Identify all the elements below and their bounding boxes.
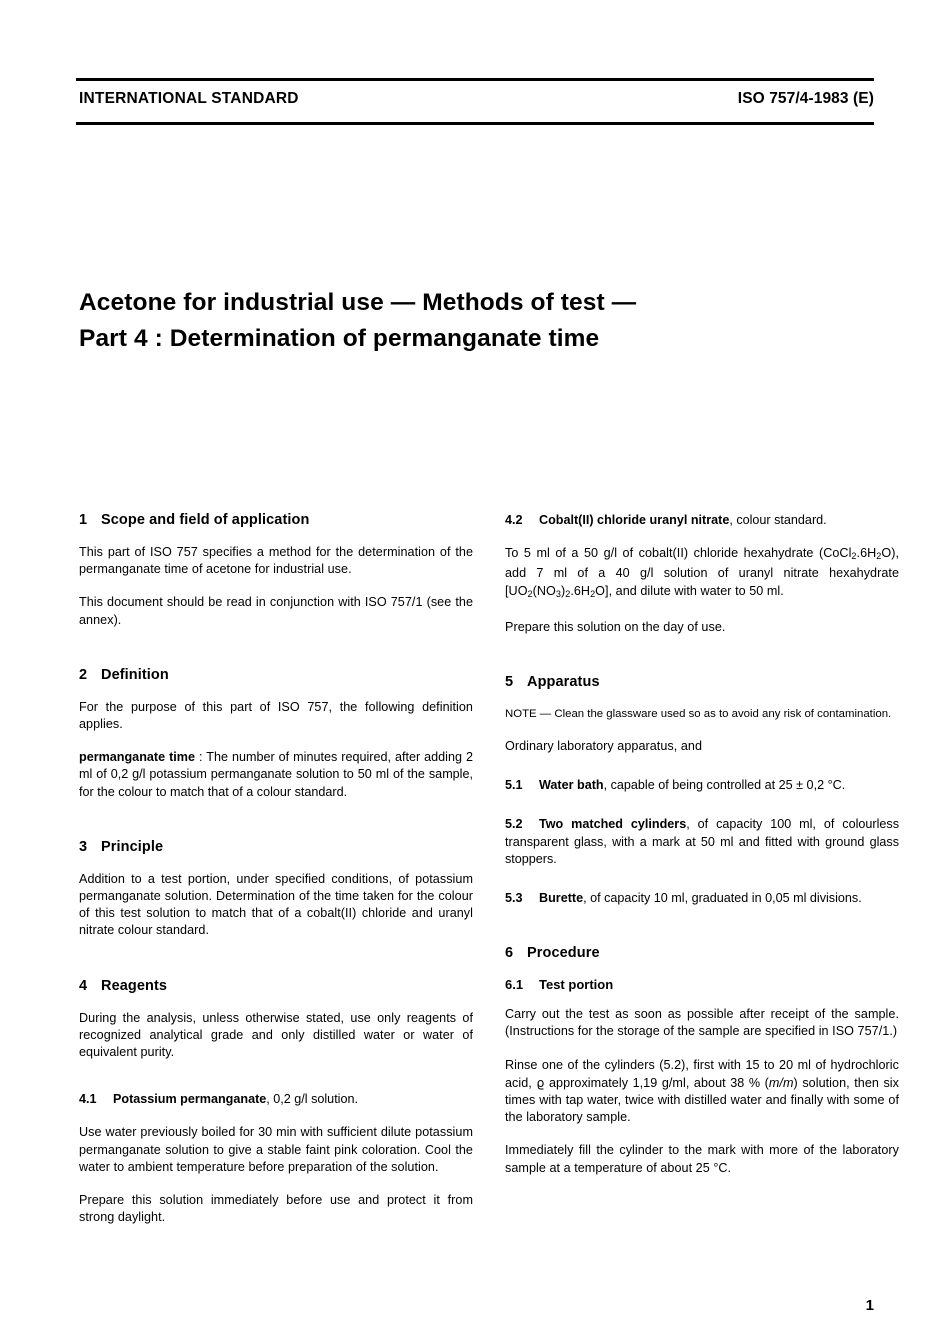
- definition-term: permanganate time: [79, 750, 195, 765]
- rinse-text-c: ) solution, then six times with tap water, twice with distilled water and finally with some of the laboratory sample.: [505, 1075, 900, 1125]
- clause-4-2-rest: , colour standard.: [729, 513, 827, 527]
- rinse-text-a: Rinse one of the cylinders (5.2), first with 15 to 20 ml of hydrochloric acid,: [505, 1057, 899, 1090]
- section-6-heading: [505, 945, 899, 961]
- formula-text-g: O], and dilute with water to 50 ml.: [595, 583, 784, 598]
- section-3-heading: [79, 839, 473, 855]
- spacer: [79, 645, 473, 667]
- clause-6-1-title: Test portion: [539, 977, 614, 993]
- formula-sub-a: 2: [851, 551, 857, 562]
- formula-sub-d: 3: [555, 588, 561, 599]
- clause-5-3-number: 5.3: [505, 891, 523, 905]
- section-2-paragraph-1: For the purpose of this part of ISO 757, the following definition applies.: [79, 699, 473, 732]
- section-1-paragraph-2: This document should be read in conjunction with ISO 757/1 (see the annex).: [79, 595, 473, 627]
- section-5-heading: [505, 674, 899, 690]
- formula-sub-c: 2: [527, 588, 533, 599]
- clause-5-2-term: Two matched cylinders: [539, 817, 687, 832]
- document-title-line-2: Part 4 : Determination of permanganate time: [79, 325, 600, 352]
- clause-4-2-heading: [505, 512, 899, 529]
- section-5-note: NOTE — Clean the glassware used so as to avoid any risk of contamination.: [505, 707, 892, 720]
- section-1-number: 1: [79, 512, 88, 528]
- clause-5-1-term: Water bath: [539, 778, 604, 793]
- clause-4-1-rest: , 0,2 g/l solution.: [266, 1092, 358, 1107]
- clause-4-1-paragraph-2: Prepare this solution immediately before use and protect it from strong daylight.: [79, 1193, 473, 1225]
- header-rule-top: [76, 78, 874, 81]
- page-number: 1: [865, 1297, 874, 1314]
- section-4-title: Reagents: [101, 977, 168, 994]
- clause-6-1-paragraph-2: [505, 1057, 899, 1127]
- rinse-text-b: approximately 1,19 g/ml, about 38 % (: [544, 1075, 769, 1090]
- section-5-title: Apparatus: [527, 673, 600, 690]
- clause-5-1: [505, 777, 899, 794]
- clause-6-1-paragraph-3: Immediately fill the cylinder to the mark with more of the laboratory sample at a temperature of about 25 °C.: [505, 1143, 899, 1175]
- clause-5-2-rest: , of capacity 100 ml, of colourless transparent glass, with a mark at 50 ml and fitted with ground glass stoppers.: [505, 817, 899, 866]
- section-1-heading: [79, 512, 473, 528]
- spacer: [79, 1077, 473, 1091]
- document-title: [79, 285, 819, 357]
- section-1-title: Scope and field of application: [101, 512, 310, 528]
- clause-4-1-paragraph-1: Use water previously boiled for 30 min with sufficient dilute potassium permanganate solution to give a stable faint pink coloration. Cool the water to ambient temperature before preparation of the solution.: [79, 1125, 473, 1174]
- clause-5-3-rest: , of capacity 10 ml, graduated in 0,05 ml divisions.: [583, 891, 862, 905]
- clause-5-3-term: Burette: [539, 891, 584, 905]
- formula-sub-b: 2: [876, 551, 882, 562]
- section-3-paragraph-1: Addition to a test portion, under specified conditions, of potassium permanganate solution. Determination of the time taken for the colour of this test solution to match that of a cobalt(II) chloride and uranyl nitrate colour standard.: [79, 871, 473, 938]
- clause-4-1-number: 4.1: [79, 1092, 97, 1107]
- section-5-paragraph-1: Ordinary laboratory apparatus, and: [505, 738, 703, 753]
- section-3-title: Principle: [101, 838, 164, 855]
- spacer: [505, 652, 899, 674]
- formula-text-a: To 5 ml of a 50 g/l of cobalt(II) chloride hexahydrate (CoCl: [505, 546, 852, 561]
- spacer: [79, 956, 473, 978]
- section-3-number: 3: [79, 838, 88, 855]
- section-4-heading: [79, 978, 473, 994]
- right-column: [505, 512, 899, 1193]
- section-4-number: 4: [79, 977, 88, 994]
- definition-text: : The number of minutes required, after adding 2 ml of 0,2 g/l potassium permanganate solution to 50 ml of the sample, for the colour to match that of a colour standard.: [79, 750, 473, 799]
- section-2-number: 2: [79, 666, 88, 683]
- clause-4-2-paragraph-1: [505, 545, 899, 603]
- left-column: [79, 512, 473, 1242]
- header-standard-number: ISO 757/4-1983 (E): [737, 90, 874, 107]
- clause-4-2-term: Cobalt(II) chloride uranyl nitrate: [539, 513, 730, 527]
- document-title-line-1: Acetone for industrial use — Methods of test —: [79, 289, 637, 316]
- clause-6-1-number: 6.1: [505, 977, 524, 993]
- formula-text-b: .6H: [856, 546, 877, 561]
- clause-6-1-paragraph-1: Carry out the test as soon as possible after receipt of the sample. (Instructions for the storage of the sample are specified in ISO 757/1.): [505, 1007, 899, 1039]
- formula-sub-f: 2: [590, 588, 596, 599]
- clause-5-1-number: 5.1: [505, 778, 523, 793]
- formula-text-d: (NO: [532, 583, 556, 598]
- section-6-number: 6: [505, 945, 514, 962]
- clause-6-1-heading: [505, 977, 899, 992]
- clause-5-1-rest: , capable of being controlled at 25 ± 0,2 °C.: [603, 778, 846, 793]
- density-symbol: ϱ: [536, 1074, 545, 1090]
- section-1-paragraph-1: This part of ISO 757 specifies a method for the determination of the permanganate time of acetone for industrial use.: [79, 545, 473, 577]
- section-2-title: Definition: [101, 666, 169, 683]
- clause-4-2-paragraph-2: Prepare this solution on the day of use.: [505, 619, 726, 634]
- spacer: [505, 923, 899, 945]
- clause-4-2-number: 4.2: [505, 513, 523, 527]
- mass-fraction-notation: m/m: [768, 1075, 794, 1090]
- formula-text-c: O), add 7 ml of a 40 g/l solution of uranyl nitrate hexahydrate [UO: [505, 546, 899, 598]
- section-2-definition: [79, 749, 473, 801]
- clause-5-2: [505, 816, 899, 868]
- formula-text-e: ): [560, 583, 566, 598]
- header-rule-bottom: [76, 122, 874, 125]
- section-4-paragraph-1: During the analysis, unless otherwise stated, use only reagents of recognized analytical grade and only distilled water or water of equivalent purity.: [79, 1010, 473, 1060]
- formula-sub-e: 2: [565, 588, 571, 599]
- header-standard-label: INTERNATIONAL STANDARD: [79, 90, 299, 107]
- clause-4-1-heading: [79, 1091, 473, 1108]
- clause-4-1-term: Potassium permanganate: [113, 1092, 267, 1107]
- section-6-title: Procedure: [527, 945, 600, 962]
- clause-5-2-number: 5.2: [505, 817, 523, 832]
- spacer: [79, 817, 473, 839]
- section-5-number: 5: [505, 673, 514, 690]
- section-2-heading: [79, 667, 473, 683]
- clause-5-3: [505, 890, 899, 907]
- formula-text-f: .6H: [570, 583, 591, 598]
